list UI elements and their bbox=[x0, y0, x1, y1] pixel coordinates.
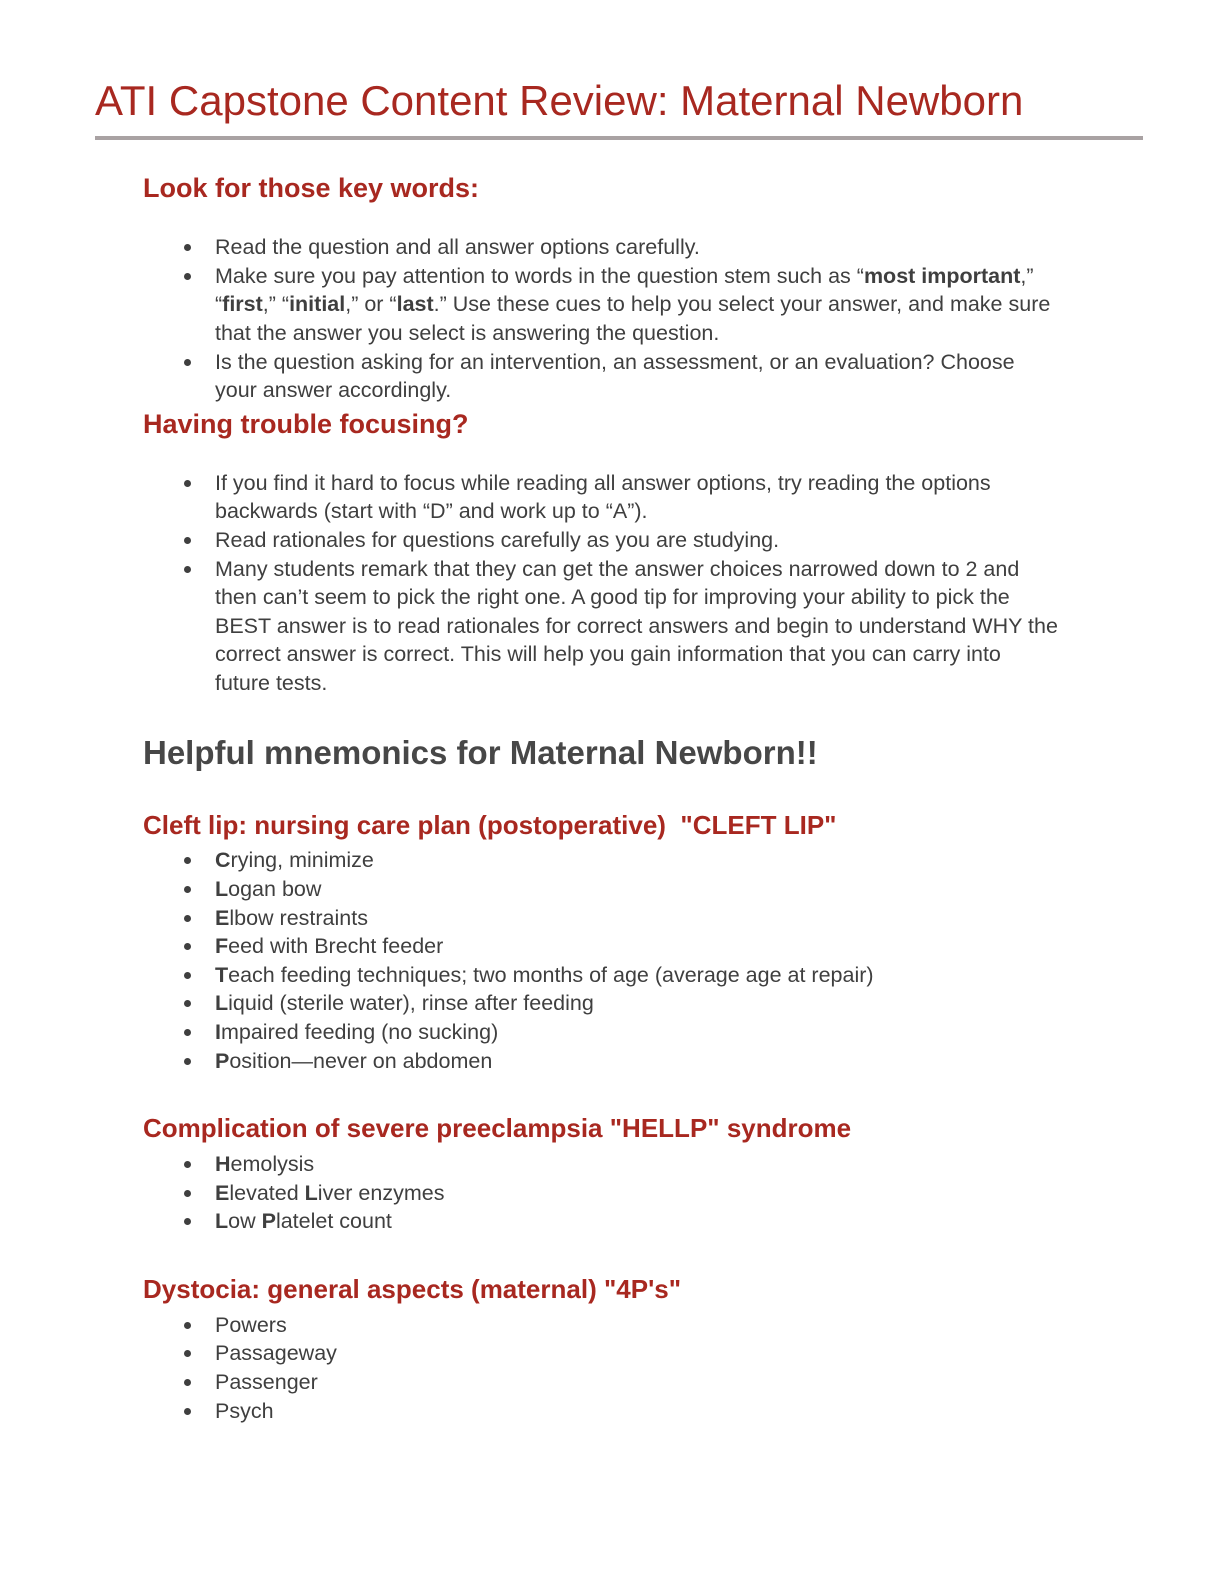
document-title: ATI Capstone Content Review: Maternal Newborn bbox=[95, 77, 1024, 124]
list-item: Psych bbox=[143, 1397, 1060, 1426]
focusing-list bbox=[143, 469, 1060, 698]
dystocia-list bbox=[143, 1311, 1060, 1425]
list-item: Read the question and all answer options carefully. bbox=[143, 233, 1060, 262]
mnemonic-heading-dystocia: Dystocia: general aspects (maternal) "4P's" bbox=[143, 1273, 682, 1304]
list-item: Liquid (sterile water), rinse after feeding bbox=[143, 989, 1060, 1018]
list-item: Elbow restraints bbox=[143, 904, 1060, 933]
section-heading-focusing: Having trouble focusing? bbox=[143, 408, 469, 439]
list-item: Position—never on abdomen bbox=[143, 1047, 1060, 1076]
list-item: Teach feeding techniques; two months of age (average age at repair) bbox=[143, 961, 1060, 990]
list-item: Hemolysis bbox=[143, 1150, 1060, 1179]
mnemonic-heading-hellp: Complication of severe preeclampsia "HELLP" syndrome bbox=[143, 1113, 852, 1144]
list-item: Read rationales for questions carefully as you are studying. bbox=[143, 526, 1060, 555]
cleft-lip-list bbox=[143, 846, 1060, 1075]
list-item: Powers bbox=[143, 1311, 1060, 1340]
list-item: Logan bow bbox=[143, 875, 1060, 904]
list-item: Is the question asking for an intervention, an assessment, or an evaluation? Choose your answer accordingly. bbox=[143, 348, 1060, 405]
list-item: Crying, minimize bbox=[143, 846, 1060, 875]
list-item: Passageway bbox=[143, 1339, 1060, 1368]
list-item: Make sure you pay attention to words in the question stem such as “most important,” “first,” “initial,” or “last.” Use these cues to help you select your answer, and make sure that the answer you select is answering the question. bbox=[143, 262, 1060, 348]
mnemonic-heading-cleft-lip: Cleft lip: nursing care plan (postoperative) "CLEFT LIP" bbox=[143, 809, 837, 840]
hellp-list bbox=[143, 1150, 1060, 1236]
list-item: Elevated Liver enzymes bbox=[143, 1179, 1060, 1208]
list-item: Many students remark that they can get the answer choices narrowed down to 2 and then can’t seem to pick the right one. A good tip for improving your ability to pick the BEST answer is to read rationales for correct answers and begin to understand WHY the correct answer is correct. This will help you gain information that you can carry into future tests. bbox=[143, 555, 1060, 698]
list-item: Low Platelet count bbox=[143, 1207, 1060, 1236]
section-heading-key-words: Look for those key words: bbox=[143, 173, 480, 204]
list-item: Impaired feeding (no sucking) bbox=[143, 1018, 1060, 1047]
list-item: Passenger bbox=[143, 1368, 1060, 1397]
list-item: If you find it hard to focus while reading all answer options, try reading the options backwards (start with “D” and work up to “A”). bbox=[143, 469, 1060, 526]
list-item: Feed with Brecht feeder bbox=[143, 932, 1060, 961]
document-body bbox=[143, 173, 1143, 1425]
title-divider bbox=[95, 136, 1143, 140]
mnemonics-title: Helpful mnemonics for Maternal Newborn!! bbox=[143, 733, 818, 771]
key-words-list bbox=[143, 233, 1060, 405]
